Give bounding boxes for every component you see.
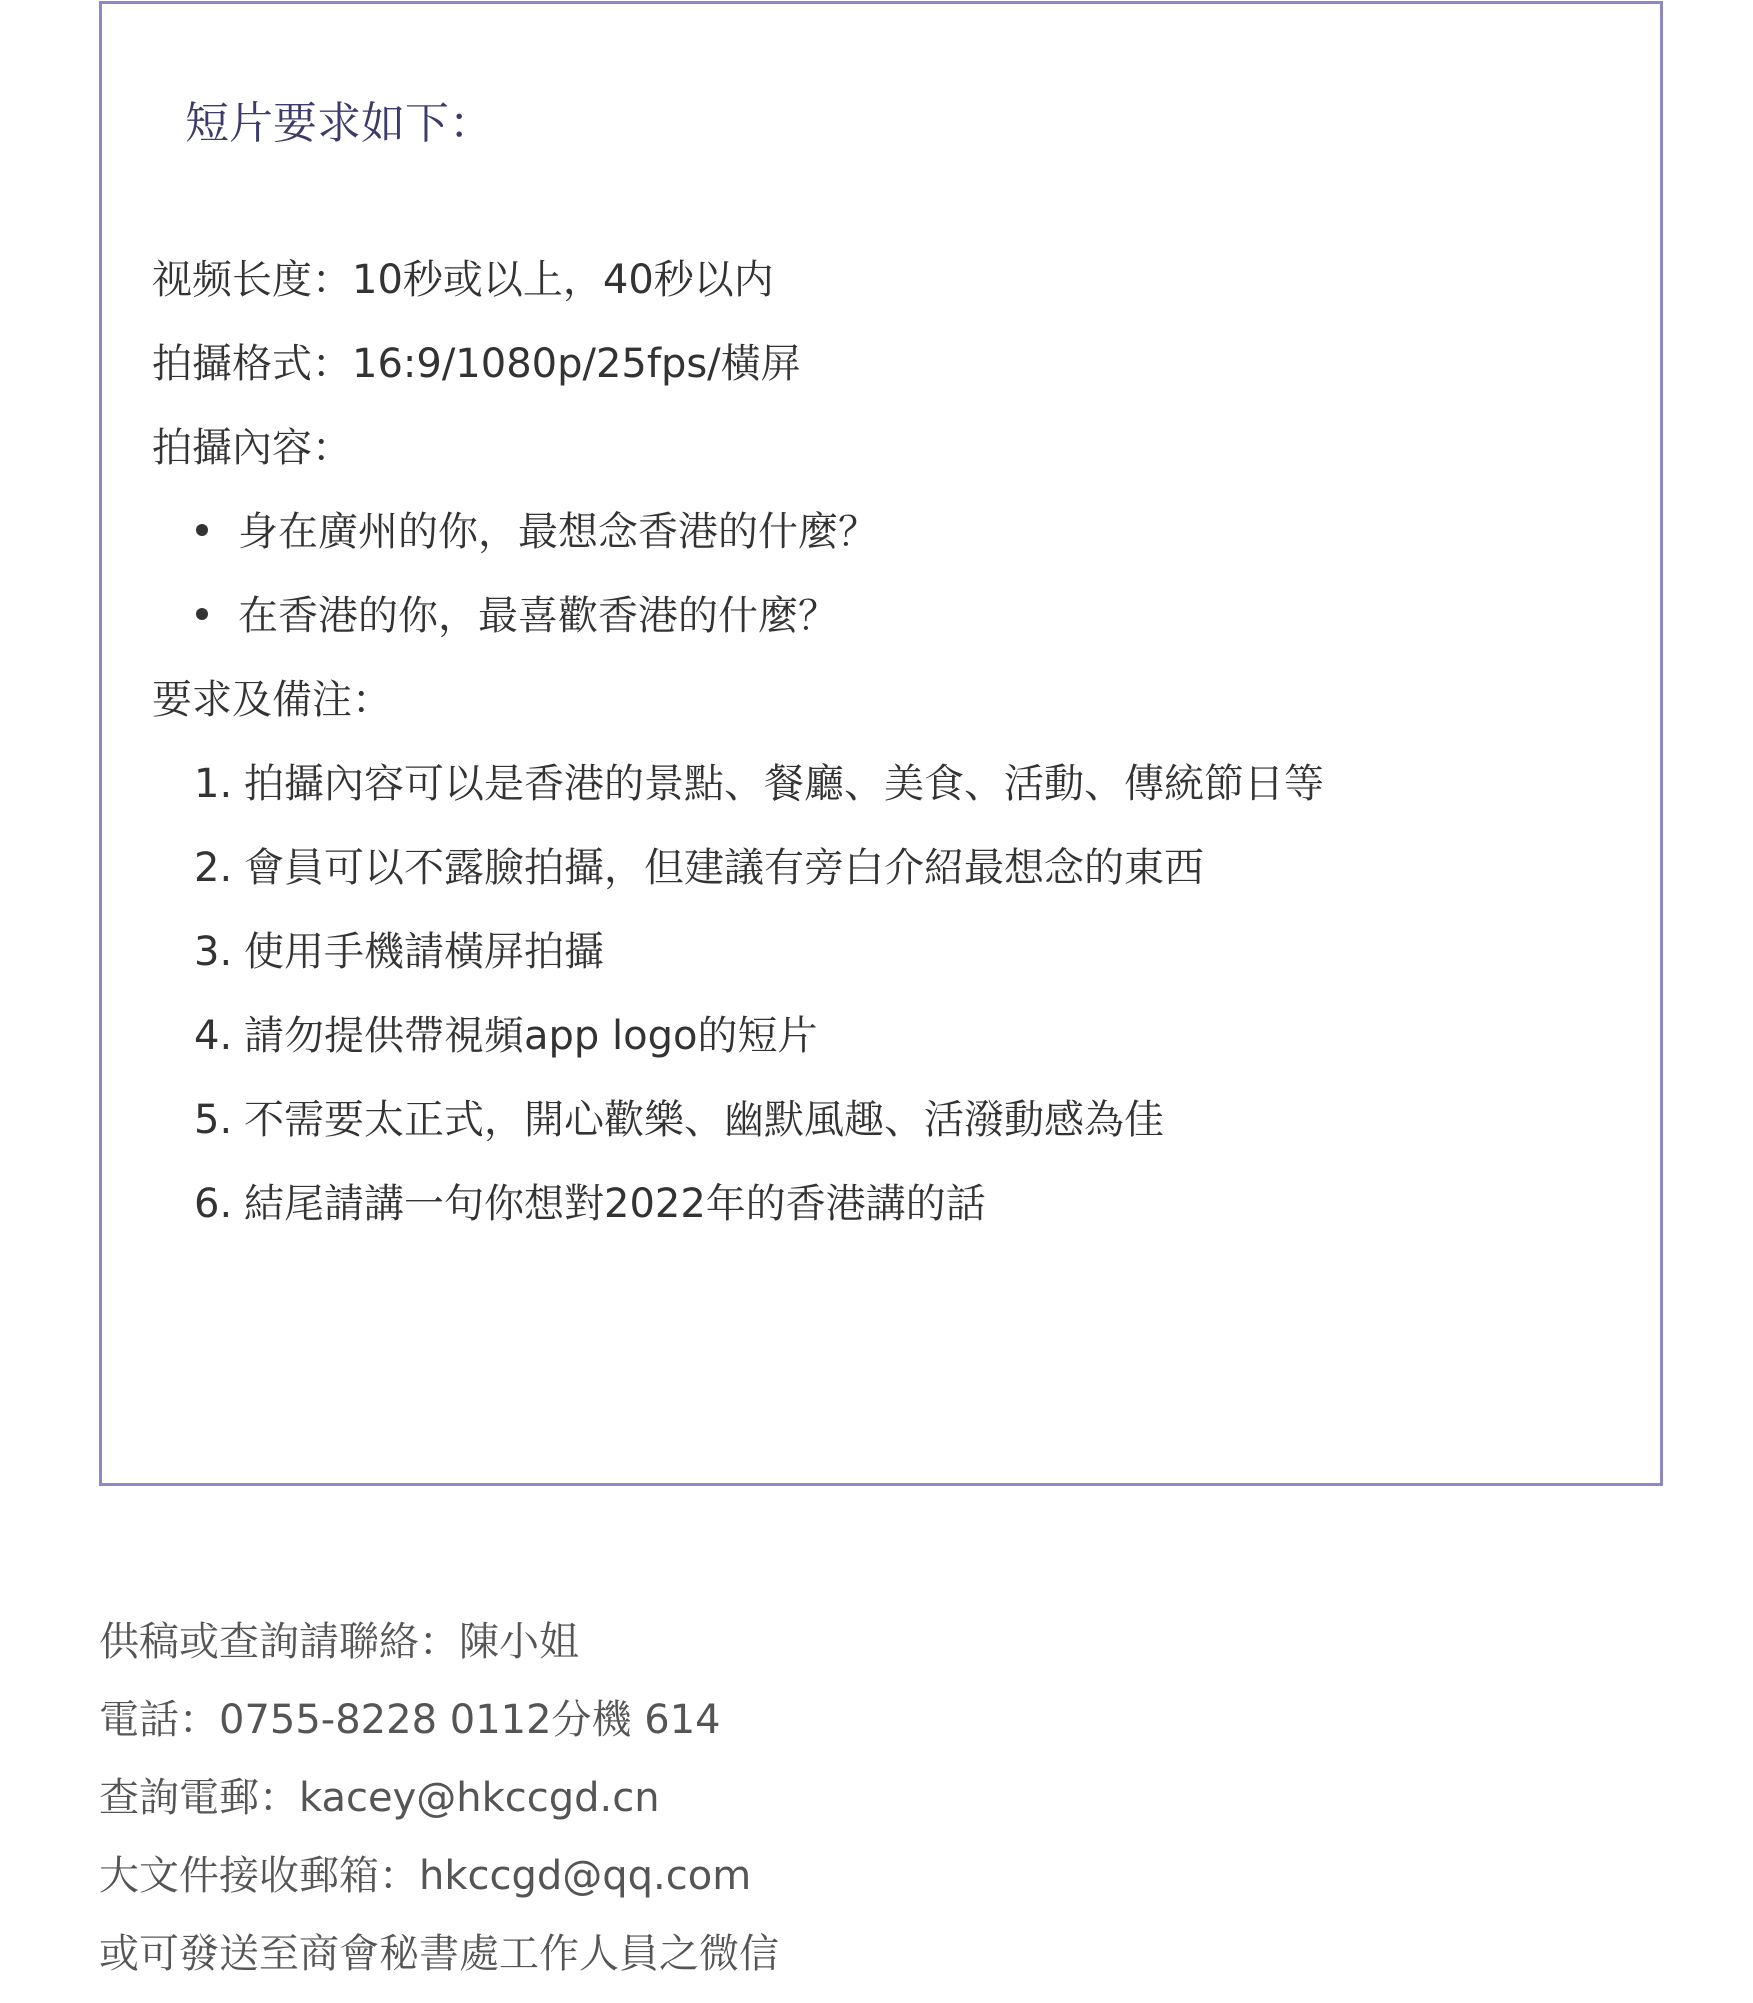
contact-email: 查詢電郵：kacey@hkccgd.cn [99, 1775, 660, 1821]
remark-number: 3. [194, 929, 233, 975]
spec-video-length: 视频长度：10秒或以上，40秒以内 [152, 257, 774, 303]
content-bullet-item [196, 586, 838, 646]
notice-title: 短片要求如下： [185, 98, 493, 149]
remark-text: 使用手機請橫屏拍攝 [244, 929, 604, 975]
remark-item [194, 838, 1204, 898]
content-bullet-text: 身在廣州的你，最想念香港的什麼？ [238, 509, 878, 555]
bullet-icon [196, 524, 208, 536]
remark-text: 結尾請講一句你想對2022年的香港講的話 [244, 1181, 986, 1227]
content-bullet-item [196, 502, 878, 562]
remark-number: 4. [194, 1013, 233, 1059]
remark-text: 請勿提供帶視頻app logo的短片 [244, 1013, 818, 1059]
remark-item [194, 922, 604, 982]
content-bullet-text: 在香港的你，最喜歡香港的什麼？ [238, 593, 838, 639]
remark-number: 2. [194, 845, 233, 891]
remark-number: 5. [194, 1097, 233, 1143]
contact-person: 供稿或查詢請聯絡：陳小姐 [99, 1619, 579, 1665]
remark-item [194, 1006, 817, 1066]
requirements-box [99, 1, 1663, 1486]
spec-shooting-content: 拍攝內容： [152, 425, 352, 471]
spec-shooting-format: 拍攝格式：16:9/1080p/25fps/橫屏 [152, 341, 801, 387]
remark-number: 1. [194, 761, 233, 807]
contact-large-file-email: 大文件接收郵箱：hkccgd@qq.com [99, 1853, 752, 1899]
bullet-icon [196, 608, 208, 620]
remark-number: 6. [194, 1181, 233, 1227]
remark-text: 拍攝內容可以是香港的景點、餐廳、美食、活動、傳統節日等 [244, 761, 1324, 807]
remark-item [194, 754, 1324, 814]
remark-item [194, 1090, 1164, 1150]
remarks-heading: 要求及備注： [152, 677, 392, 723]
contact-phone: 電話：0755-8228 0112分機 614 [99, 1697, 721, 1743]
remark-text: 會員可以不露臉拍攝，但建議有旁白介紹最想念的東西 [244, 845, 1204, 891]
contact-wechat-note: 或可發送至商會秘書處工作人員之微信 [99, 1931, 779, 1977]
remark-item [194, 1174, 986, 1234]
remark-text: 不需要太正式，開心歡樂、幽默風趣、活潑動感為佳 [244, 1097, 1164, 1143]
